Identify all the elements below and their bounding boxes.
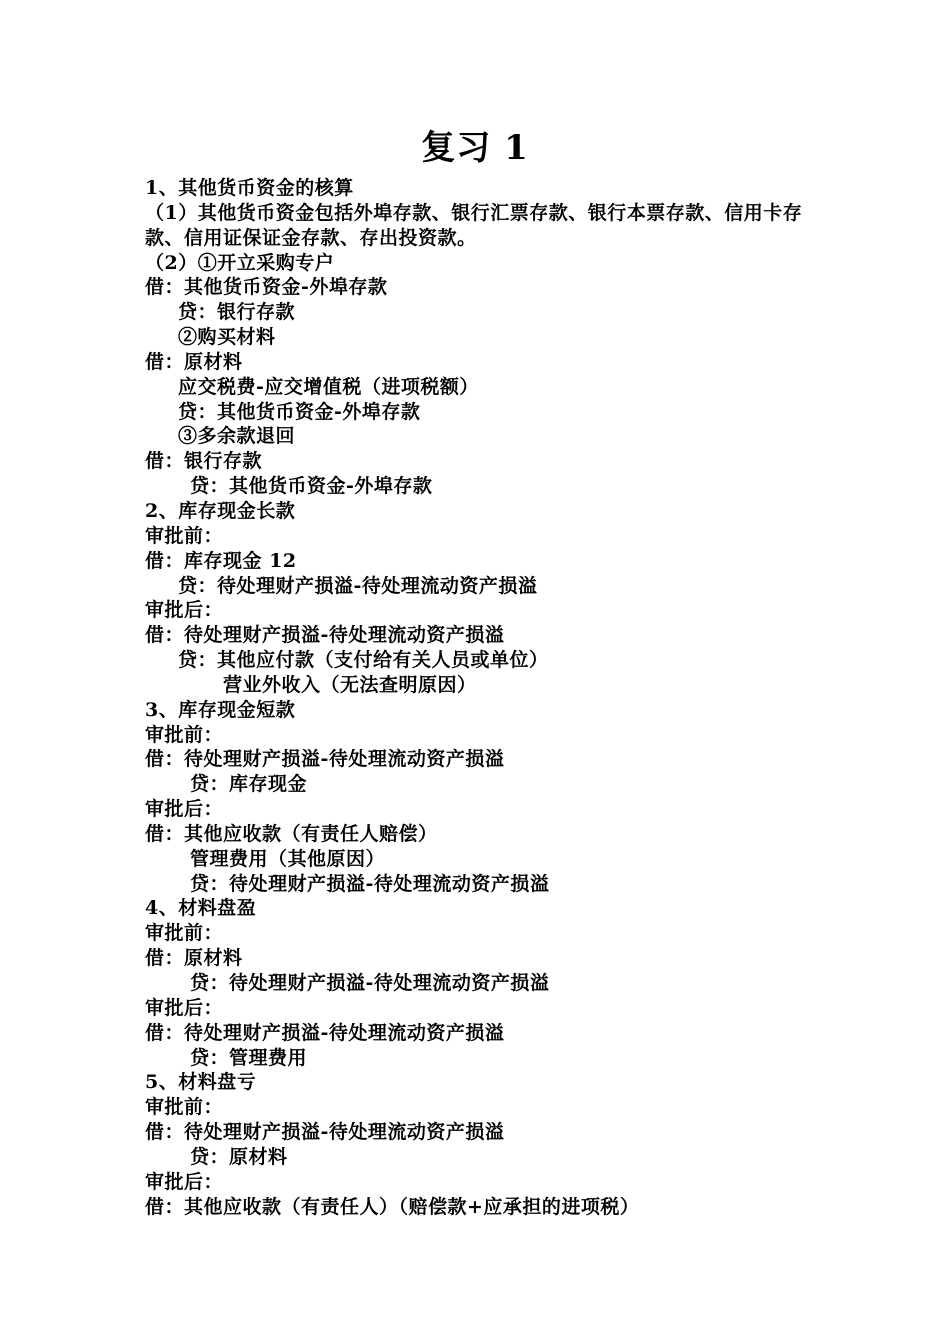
sub-heading: ③多余款退回: [178, 425, 296, 448]
journal-credit: 贷：其他货币资金-外埠存款: [178, 400, 421, 423]
stage-label: 审批后：: [145, 996, 224, 1019]
stage-label: 审批前：: [145, 524, 224, 547]
journal-debit-continued: 应交税费-应交增值税（进项税额）: [178, 375, 479, 398]
stage-label: 审批前：: [145, 723, 224, 746]
section-heading: 4、材料盘盈: [145, 897, 257, 920]
journal-debit: 借：原材料: [145, 350, 243, 373]
section-heading: 3、库存现金短款: [145, 698, 296, 721]
journal-debit: 借：待处理财产损溢-待处理流动资产损溢: [145, 748, 505, 771]
journal-debit: 借：待处理财产损溢-待处理流动资产损溢: [145, 1121, 505, 1144]
journal-debit: 借：待处理财产损溢-待处理流动资产损溢: [145, 624, 505, 647]
journal-credit: 贷：待处理财产损溢-待处理流动资产损溢: [178, 574, 538, 597]
journal-credit: 贷：银行存款: [178, 301, 296, 324]
stage-label: 审批前：: [145, 922, 224, 945]
stage-label: 审批后：: [145, 599, 224, 622]
stage-label: 审批后：: [145, 1170, 224, 1193]
sub-heading: ②购买材料: [178, 326, 276, 349]
journal-credit: 贷：待处理财产损溢-待处理流动资产损溢: [190, 872, 550, 895]
section-heading: 1、其他货币资金的核算: [145, 177, 354, 199]
document-body: [145, 176, 825, 1219]
paragraph: （1）其他货币资金包括外埠存款、银行汇票存款、银行本票存款、信用卡存款、信用证保证金存款、存出投资款。: [145, 201, 803, 249]
journal-credit: 贷：原材料: [190, 1145, 288, 1168]
journal-credit: 贷：待处理财产损溢-待处理流动资产损溢: [190, 972, 550, 994]
journal-debit: 借：其他货币资金-外埠存款: [145, 276, 388, 299]
journal-debit: 借：其他应收款（有责任人）（赔偿款+应承担的进项税）: [145, 1195, 640, 1218]
journal-credit: 贷：管理费用: [190, 1046, 308, 1069]
journal-debit: 借：库存现金 12: [145, 549, 297, 572]
journal-credit: 贷：库存现金: [190, 773, 308, 796]
journal-debit-continued: 管理费用（其他原因）: [190, 847, 386, 870]
page-title: 复习 1: [421, 128, 529, 168]
journal-credit: 贷：其他应付款（支付给有关人员或单位）: [178, 649, 549, 672]
section-heading: 5、材料盘亏: [145, 1071, 257, 1094]
journal-credit-continued: 营业外收入（无法查明原因）: [223, 673, 477, 696]
journal-debit: 借：银行存款: [145, 450, 263, 473]
sub-heading: （2）①开立采购专户: [145, 251, 335, 274]
journal-debit: 借：待处理财产损溢-待处理流动资产损溢: [145, 1021, 505, 1044]
journal-debit: 借：其他应收款（有责任人赔偿）: [145, 822, 438, 845]
journal-debit: 借：原材料: [145, 947, 243, 970]
stage-label: 审批后：: [145, 798, 224, 821]
section-heading: 2、库存现金长款: [145, 499, 296, 522]
journal-credit: 贷：其他货币资金-外埠存款: [190, 475, 433, 498]
stage-label: 审批前：: [145, 1096, 224, 1119]
